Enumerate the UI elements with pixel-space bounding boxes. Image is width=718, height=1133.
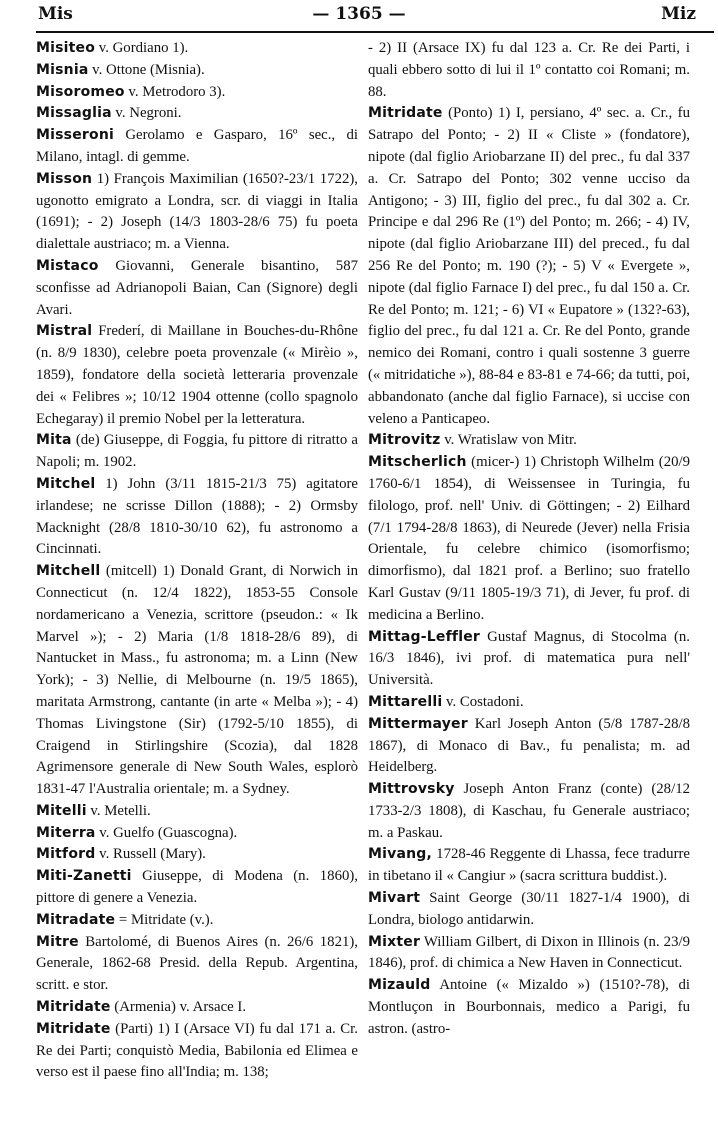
entry-text: (de) Giuseppe, di Foggia, fu pittore di ritratto a Napoli; m. 1902. [36,432,358,471]
dictionary-entry [36,169,358,256]
entry-headword: Mitchell [36,563,101,580]
entry-headword: Mistral [36,323,93,340]
entry-text: v. Metrodoro 3). [124,83,226,100]
entry-headword: Mixter [368,933,421,950]
entry-text: Frederí, di Maillane in Bouches-du-Rhône (n. 8/9 1830), celebre poeta provenzale (« Mirèio », 1859), fondatore della società letteraria provenzale dei « Felibres »; 10/12 1904 ottenne (collo spagnolo Echegaray) il premio Nobel per la letteratura. [36,323,358,427]
page-header [0,0,718,30]
entry-headword: Mitridate [36,999,111,1016]
entry-text: Gerolamo e Gasparo, 16º sec., di Milano, intagl. di gemme. [36,127,358,165]
dictionary-entry [36,561,358,801]
entry-headword: Mitscherlich [368,454,467,471]
dictionary-entry [368,888,690,932]
dictionary-entry [36,801,358,823]
dictionary-entry [36,82,358,104]
entry-text: Giovanni, Generale bisantino, 587 sconfisse ad Adrianopoli Baian, Can (Signore) degli Avari. [36,257,358,318]
entry-headword: Misseroni [36,127,114,144]
entry-text: Bartolomé, di Buenos Aires (n. 26/6 1821), Generale, 1862-68 Presid. della Repub. Argentina, scritt. e stor. [36,933,358,994]
entry-headword: Mita [36,432,72,449]
entry-headword: Misnia [36,61,89,78]
entry-headword: Mivart [368,890,421,907]
dictionary-entry [36,910,358,932]
entry-text: (Parti) 1) I (Arsace VI) fu dal 171 a. Cr. Re dei Parti; conquistò Media, Babilonia ed Elimea e verso est il paese fino all'India; m. 138; [36,1020,358,1081]
entry-text: Joseph Anton Franz (conte) (28/12 1733-2/3 1808), di Kaschau, fu Generale austriaco; m. a Paskau. [368,781,690,841]
entry-headword: Mitelli [36,802,87,819]
entry-headword: Mitradate [36,911,116,928]
dictionary-entry [368,932,690,976]
dictionary-entry [36,38,358,60]
entry-text: (Armenia) v. Arsace I. [110,999,247,1016]
entry-headword: Mitrovitz [368,432,441,449]
entry-text: 1) François Maximilian (1650?-23/1 1722), ugonotto emigrato a Londra, scr. di viaggi in Italia (1691); - 2) Joseph (14/3 1803-28/6 75) fu poeta dialettale austriaco; m. a Vienna. [36,170,358,253]
entry-headword: Mizauld [368,977,431,994]
entry-headword: Mitridate [36,1020,111,1037]
dictionary-entry [368,779,690,844]
entry-text: Saint George (30/11 1827-1/4 1900), di Londra, biologo antidarwin. [368,890,690,928]
entry-text: Karl Joseph Anton (5/8 1787-28/8 1867), di Monaco di Bav., fu penalista; m. ad Heidelberg. [368,715,690,776]
entry-text: v. Russell (Mary). [95,846,206,863]
dictionary-entry [36,430,358,474]
dictionary-entry [368,714,690,779]
dictionary-entry [36,103,358,125]
entry-headword: Mittag-Leffler [368,628,480,645]
entry-headword: Mitre [36,933,79,950]
right-column [368,38,690,1128]
entry-headword: Mitford [36,846,96,863]
entry-headword: Misson [36,170,93,187]
dictionary-entry [368,452,690,626]
dictionary-entry [368,430,690,452]
entry-headword: Misoromeo [36,83,125,100]
dictionary-entry [36,60,358,82]
left-column [36,38,358,1128]
entry-text: (mitcell) 1) Donald Grant, di Norwich in Connecticut (n. 12/4 1822), 1853-55 Console nordamericano a Venezia, scrittore (pseudon.: « Ik Marvel »); - 2) Maria (1/8 1818-28/6 89), di Nantucket in Mass., fu astronoma; m. a Linn (New York); - 3) Nellie, di Melbourne (n. 19/5 1865), maritata Armstrong, cantante (in arte « Melba »); - 4) Thomas Livingstone (Sir) (1792-5/10 1855), di Craigend in Stirlingshire (Scozia), dal 1828 Agrimensore generale di New South Wales, esplorò 1831-47 l'Australia orientale; m. a Sydney. [36,563,358,798]
dictionary-entry [368,975,690,1040]
dictionary-entry [368,38,690,103]
dictionary-entry [368,844,690,888]
entry-headword: Missaglia [36,105,112,122]
header-left-guide-word: Mis [38,4,73,24]
entry-text: Antoine (« Mizaldo ») (1510?-78), di Montluçon in Bourbonnais, medico a Parigi, fu astron. (astro- [368,977,690,1037]
entry-headword: Mitchel [36,475,96,492]
entry-text: Gustaf Magnus, di Stocolma (n. 16/3 1846), ivi prof. di matematica pura nell' Università. [368,628,690,689]
entry-text: v. Wratislaw von Mitr. [440,432,577,449]
dictionary-entry [36,866,358,910]
page-number: — 1365 — [312,4,406,24]
dictionary-entry [36,474,358,561]
header-right-guide-word: Miz [661,4,696,24]
entry-text: - 2) II (Arsace IX) fu dal 123 a. Cr. Re dei Parti, i quali ebbero sotto di lui il 1º contatto coi Romani; m. 88. [368,40,690,100]
entry-text: v. Gordiano 1). [95,40,189,56]
dictionary-entry [36,823,358,845]
entry-headword: Mittrovsky [368,781,455,798]
entry-text: 1728-46 Reggente di Lhassa, fece tradurre in tibetano il « Cangiur » (sacra scrittura buddist.). [368,846,690,885]
entry-text: 1) John (3/11 1815-21/3 75) agitatore irlandese; ne scrisse Dillon (1888); - 2) Ormsby Macknight (28/8 1810-30/10 62), fu astronomo a Cincinnati. [36,475,358,558]
dictionary-entry [36,321,358,430]
dictionary-entry [36,997,358,1019]
entry-text: v. Negroni. [111,105,182,122]
entry-headword: Mittermayer [368,715,468,732]
entry-headword: Mivang, [368,846,433,863]
dictionary-entry [36,256,358,321]
dictionary-entry [36,1019,358,1084]
dictionary-entry [36,844,358,866]
dictionary-entry [368,103,690,430]
entry-text: v. Metelli. [86,802,151,819]
entry-headword: Miti-Zanetti [36,868,132,885]
entry-headword: Misiteo [36,40,96,56]
dictionary-entry [368,692,690,714]
entry-text: William Gilbert, di Dixon in Illinois (n. 23/9 1846), prof. di chimica a New Haven in Connecticut. [368,933,690,972]
entry-headword: Mitridate [368,105,443,122]
entry-headword: Mistaco [36,257,99,274]
entry-text: (micer-) 1) Christoph Wilhelm (20/9 1760-6/1 1854), di Weissensee in Turingia, fu filologo, prof. nell' Univ. di Göttingen; - 2) Eilhard (7/1 1794-28/8 1863), di Neurede (Jever) nella Frisia Orientale, fu celebre chimico (isomorfismo; dimorfismo), dal 1821 prof. a Berlino; suo fratello Karl Gustav (9/11 1805-19/3 71), di Jever, fu prof. di medicina a Berlino. [368,454,690,623]
entry-text: Giuseppe, di Modena (n. 1860), pittore di genere a Venezia. [36,868,358,907]
entry-headword: Miterra [36,824,96,841]
entry-text: v. Costadoni. [442,693,524,710]
dictionary-entry [36,932,358,997]
entry-headword: Mittarelli [368,693,443,710]
dictionary-entry [36,125,358,169]
entry-text: v. Guelfo (Guascogna). [95,824,238,841]
dictionary-entry [368,627,690,692]
entry-text: = Mitridate (v.). [115,911,214,928]
entry-text: (Ponto) 1) I, persiano, 4º sec. a. Cr., fu Satrapo del Ponto; - 2) II « Cliste » (fondatore), nipote (dal figlio Ariobarzane II) del prec., fu dal 337 a. Cr. Satrapo del Ponto; 302 venne ucciso da Antigono; - 3) III, figlio del prec., fu dal 302 a. Cr. Principe e dal 296 Re (1º) del Ponto; m. 266; - 4) IV, nipote (dal figlio Ariobarzane III) del preced., fu dal 256 Re del Ponto; m. 190 (?); - 5) V « Evergete », nipote (dal figlio Farnace I) del prec., fu dal 150 a. Cr. Re del Ponto; m. 121; - 6) VI « Eupatore » (132?-63), figlio del prec., fu dal 121 a. Cr. Re del Ponto, grande nemico dei Romani, contro i quali sostenne 3 guerre (« mitridatiche »), 88-84 e 83-81 e 74-66; da tutti, poi, abbandonato (anche dal figlio Farnace), si uccise con veleno a Panticapeo. [368,105,690,427]
entry-text: v. Ottone (Misnia). [88,61,205,78]
header-rule [36,31,714,33]
